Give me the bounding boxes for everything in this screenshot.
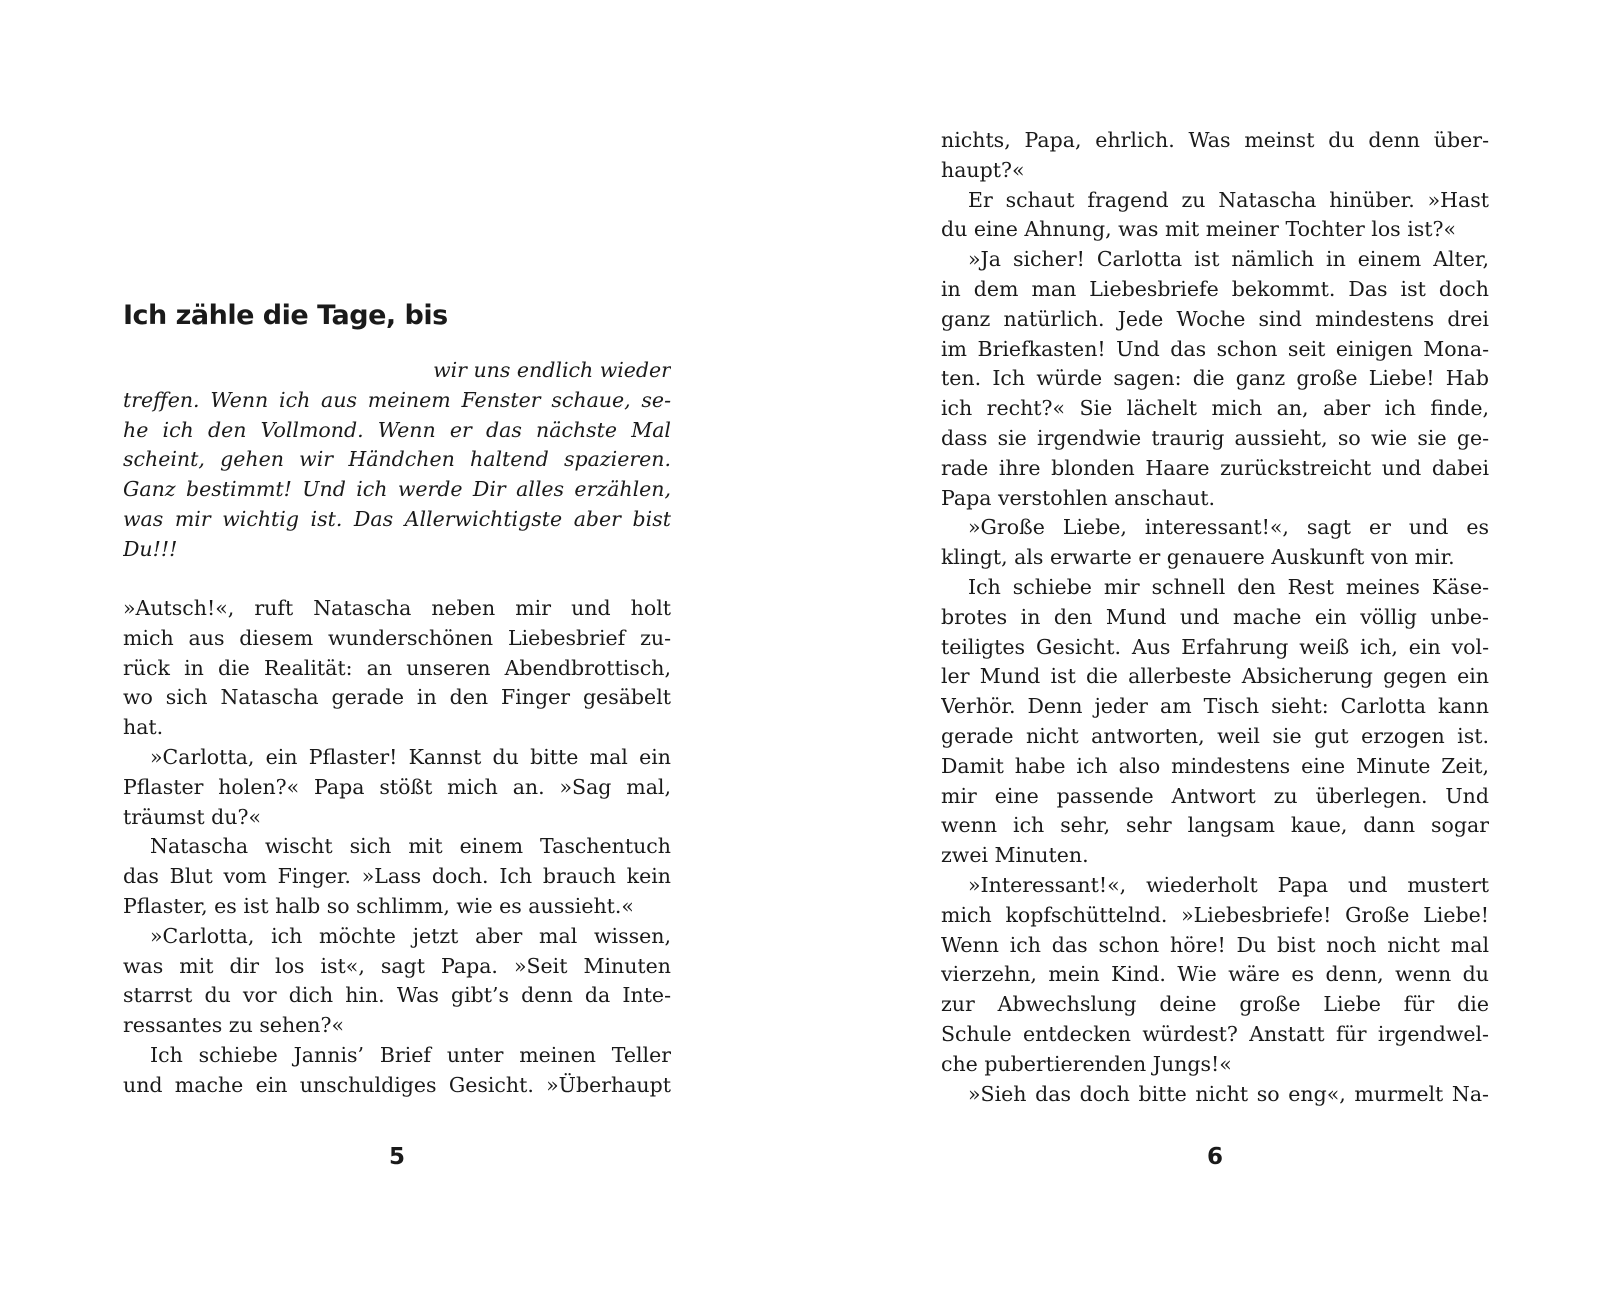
- left-page-body-text: [123, 594, 671, 1101]
- text-line: das Blut vom Finger. »Lass doch. Ich brauch kein: [123, 864, 671, 889]
- text-line: Verhör. Denn jeder am Tisch sieht: Carlotta kann: [941, 694, 1489, 719]
- text-line: träumst du?«: [123, 804, 262, 829]
- text-line: im Briefkasten! Und das schon seit einigen Mona-: [941, 336, 1489, 361]
- letter-line: was mir wichtig ist. Das Allerwichtigste aber bist: [123, 506, 671, 531]
- text-line: Pflaster holen?« Papa stößt mich an. »Sag mal,: [123, 774, 671, 799]
- text-line: ganz natürlich. Jede Woche sind mindestens drei: [941, 306, 1489, 331]
- text-line: mich kopfschüttelnd. »Liebesbriefe! Große Liebe!: [941, 902, 1489, 927]
- text-line: »Carlotta, ein Pflaster! Kannst du bitte mal ein: [150, 744, 671, 769]
- text-line: wo sich Natascha gerade in den Finger gesäbelt: [123, 685, 671, 710]
- right-page: [941, 0, 1489, 1313]
- text-line: mir eine passende Antwort zu überlegen. Und: [941, 783, 1489, 808]
- text-line: rade ihre blonden Haare zurückstreicht und dabei: [941, 455, 1489, 480]
- text-line: Natascha wischt sich mit einem Taschentuch: [150, 834, 671, 859]
- text-line: teiligtes Gesicht. Aus Erfahrung weiß ich, ein vol-: [941, 634, 1489, 659]
- text-line: starrst du vor dich hin. Was gibt’s denn da Inte-: [123, 983, 671, 1008]
- text-line: in dem man Liebesbriefe bekommt. Das ist doch: [941, 276, 1489, 301]
- text-line: »Autsch!«, ruft Natascha neben mir und holt: [123, 596, 671, 620]
- text-line: »Carlotta, ich möchte jetzt aber mal wissen,: [150, 923, 671, 948]
- chapter-heading: Ich zähle die Tage, bis: [123, 300, 448, 331]
- letter-line: treffen. Wenn ich aus meinem Fenster schaue, se-: [123, 387, 671, 412]
- text-line: gerade nicht antworten, weil sie gut erzogen ist.: [941, 723, 1489, 748]
- text-line: »Ja sicher! Carlotta ist nämlich in einem Alter,: [968, 247, 1489, 272]
- text-line: Ich schiebe Jannis’ Brief unter meinen Teller: [150, 1042, 671, 1067]
- text-line: hat.: [123, 715, 164, 740]
- text-line: brotes in den Mund und mache ein völlig unbe-: [941, 604, 1489, 629]
- left-page: [123, 0, 671, 1313]
- letter-line: Du!!!: [123, 536, 178, 561]
- text-line: nichts, Papa, ehrlich. Was meinst du denn über-: [941, 128, 1489, 152]
- text-line: mich aus diesem wunderschönen Liebesbrief zu-: [123, 625, 671, 650]
- letter-line: Ganz bestimmt! Und ich werde Dir alles erzählen,: [123, 477, 671, 502]
- text-line: zwei Minuten.: [941, 843, 1089, 868]
- text-line: und mache ein unschuldiges Gesicht. »Überhaupt: [123, 1072, 671, 1097]
- letter-line: wir uns endlich wieder: [433, 358, 671, 382]
- text-line: klingt, als erwarte er genauere Auskunft von mir.: [941, 545, 1455, 570]
- text-line: che pubertierenden Jungs!«: [941, 1051, 1232, 1076]
- page-number: 6: [1206, 1144, 1223, 1170]
- text-line: ten. Ich würde sagen: die ganz große Liebe! Hab: [941, 366, 1489, 391]
- text-line: dass sie irgendwie traurig aussieht, so wie sie ge-: [941, 425, 1489, 450]
- text-line: »Interessant!«, wiederholt Papa und mustert: [968, 872, 1489, 897]
- letter-line: he ich den Vollmond. Wenn er das nächste Mal: [123, 417, 671, 442]
- text-line: »Große Liebe, interessant!«, sagt er und es: [968, 515, 1489, 540]
- text-line: zur Abwechslung deine große Liebe für die: [941, 992, 1489, 1017]
- text-line: haupt?«: [941, 157, 1025, 182]
- text-line: rück in die Realität: an unseren Abendbrottisch,: [123, 655, 671, 680]
- text-line: was mit dir los ist«, sagt Papa. »Seit Minuten: [123, 953, 671, 978]
- love-letter-excerpt: [123, 356, 671, 565]
- text-line: Pflaster, es ist halb so schlimm, wie es aussieht.«: [123, 893, 634, 918]
- text-line: wenn ich sehr, sehr langsam kaue, dann sogar: [941, 813, 1489, 838]
- text-line: du eine Ahnung, was mit meiner Tochter los ist?«: [941, 217, 1457, 242]
- text-line: ler Mund ist die allerbeste Absicherung gegen ein: [941, 664, 1489, 689]
- text-line: ressantes zu sehen?«: [123, 1013, 345, 1038]
- text-line: Ich schiebe mir schnell den Rest meines Käse-: [968, 574, 1489, 599]
- text-line: Er schaut fragend zu Natascha hinüber. »Hast: [968, 187, 1489, 212]
- text-line: Wenn ich das schon höre! Du bist noch nicht mal: [941, 932, 1489, 957]
- letter-line: scheint, gehen wir Händchen haltend spazieren.: [123, 447, 671, 472]
- text-line: »Sieh das doch bitte nicht so eng«, murmelt Na-: [968, 1081, 1489, 1106]
- text-line: vierzehn, mein Kind. Wie wäre es denn, wenn du: [941, 962, 1489, 987]
- text-line: Damit habe ich also mindestens eine Minute Zeit,: [941, 753, 1489, 778]
- page-number: 5: [388, 1144, 405, 1170]
- right-page-body-text: [941, 126, 1489, 1109]
- text-line: ich recht?« Sie lächelt mich an, aber ich finde,: [941, 396, 1489, 421]
- text-line: Papa verstohlen anschaut.: [941, 485, 1215, 510]
- text-line: Schule entdecken würdest? Anstatt für irgendwel-: [941, 1021, 1489, 1046]
